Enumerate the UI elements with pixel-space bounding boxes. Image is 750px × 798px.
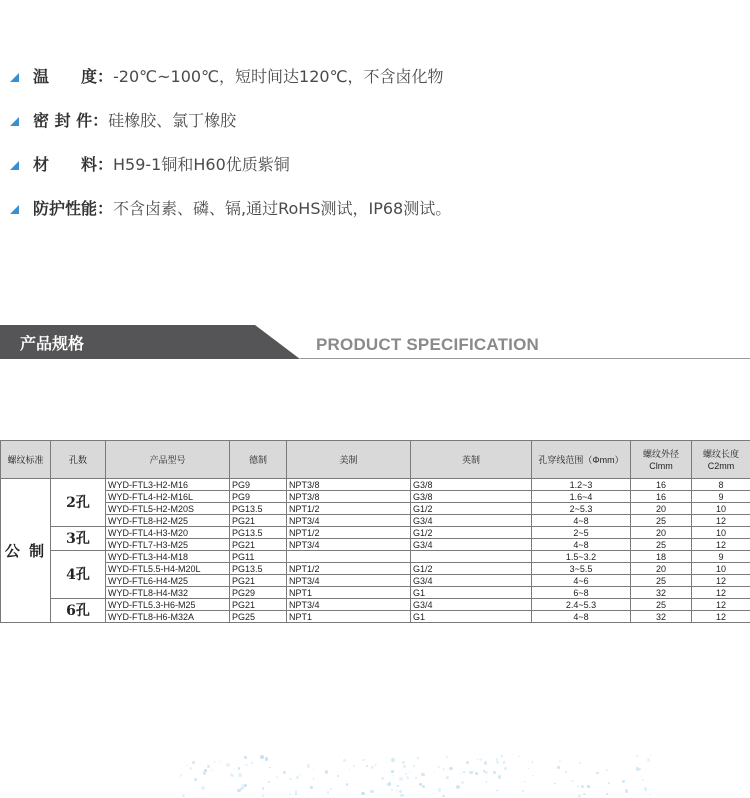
british-cell: G1 — [411, 611, 532, 623]
range-cell: 2~5.3 — [532, 503, 631, 515]
model-cell: WYD-FTL4-H2-M16L — [106, 491, 230, 503]
outer-cell: 16 — [631, 479, 692, 491]
german-cell: PG9 — [230, 491, 287, 503]
table-row — [1, 551, 750, 563]
banner-divider — [300, 358, 750, 359]
german-cell: PG11 — [230, 551, 287, 563]
range-cell: 1.2~3 — [532, 479, 631, 491]
american-cell: NPT3/4 — [287, 599, 411, 611]
table-row — [1, 479, 750, 491]
property-material — [10, 151, 290, 175]
outer-cell: 18 — [631, 551, 692, 563]
german-cell: PG13.5 — [230, 503, 287, 515]
length-cell: 10 — [692, 563, 750, 575]
property-label: 温 度： — [33, 64, 113, 87]
american-cell: NPT1/2 — [287, 563, 411, 575]
outer-cell: 25 — [631, 599, 692, 611]
range-cell: 3~5.5 — [532, 563, 631, 575]
outer-cell: 32 — [631, 611, 692, 623]
german-cell: PG21 — [230, 599, 287, 611]
british-cell: G3/8 — [411, 479, 532, 491]
range-cell: 4~8 — [532, 611, 631, 623]
german-cell: PG21 — [230, 539, 287, 551]
outer-cell: 20 — [631, 527, 692, 539]
header-holes: 孔数 — [51, 441, 106, 479]
british-cell: G1 — [411, 587, 532, 599]
triangle-bullet-icon — [10, 161, 19, 170]
triangle-bullet-icon — [10, 73, 19, 82]
outer-cell: 20 — [631, 563, 692, 575]
outer-cell: 25 — [631, 575, 692, 587]
range-cell: 6~8 — [532, 587, 631, 599]
header-american: 美制 — [287, 441, 411, 479]
property-value: -20℃~100℃，短时间达120℃，不含卤化物 — [113, 64, 444, 87]
british-cell: G3/4 — [411, 539, 532, 551]
german-cell: PG13.5 — [230, 563, 287, 575]
triangle-bullet-icon — [10, 117, 19, 126]
header-model: 产品型号 — [106, 441, 230, 479]
length-cell: 12 — [692, 611, 750, 623]
property-seal — [10, 107, 236, 131]
model-cell: WYD-FTL3-H2-M16 — [106, 479, 230, 491]
german-cell: PG9 — [230, 479, 287, 491]
outer-cell: 25 — [631, 515, 692, 527]
header-range: 孔穿线范围（Φmm） — [532, 441, 631, 479]
model-cell: WYD-FTL6-H4-M25 — [106, 575, 230, 587]
model-cell: WYD-FTL5.5-H4-M20L — [106, 563, 230, 575]
length-cell: 9 — [692, 491, 750, 503]
range-cell: 4~8 — [532, 539, 631, 551]
american-cell: NPT1 — [287, 587, 411, 599]
property-protection — [10, 195, 451, 219]
american-cell — [287, 551, 411, 563]
property-temperature — [10, 63, 444, 87]
length-cell: 12 — [692, 575, 750, 587]
holes-cell: 4孔 — [51, 551, 106, 599]
property-value: 不含卤素、磷、镉,通过RoHS测试，IP68测试。 — [113, 196, 451, 219]
german-cell: PG29 — [230, 587, 287, 599]
table-row — [1, 503, 750, 515]
american-cell: NPT3/4 — [287, 575, 411, 587]
table-header-row — [1, 441, 750, 479]
length-cell: 10 — [692, 527, 750, 539]
german-cell: PG21 — [230, 515, 287, 527]
banner-cn-title: 产品规格 — [20, 331, 84, 354]
table-row — [1, 587, 750, 599]
banner-en-title: PRODUCT SPECIFICATION — [316, 335, 539, 355]
range-cell: 2~5 — [532, 527, 631, 539]
american-cell: NPT3/4 — [287, 539, 411, 551]
length-cell: 12 — [692, 515, 750, 527]
property-label: 密 封 件： — [33, 108, 108, 131]
british-cell — [411, 551, 532, 563]
table-row — [1, 515, 750, 527]
outer-cell: 25 — [631, 539, 692, 551]
german-cell: PG25 — [230, 611, 287, 623]
specification-table — [0, 440, 750, 623]
table-row — [1, 563, 750, 575]
holes-cell: 2孔 — [51, 479, 106, 527]
model-cell: WYD-FTL8-H6-M32A — [106, 611, 230, 623]
british-cell: G3/4 — [411, 575, 532, 587]
property-value: 硅橡胶、氯丁橡胶 — [108, 108, 236, 131]
range-cell: 4~8 — [532, 515, 631, 527]
holes-cell: 3孔 — [51, 527, 106, 551]
header-outer: 螺纹外径 Clmm — [631, 441, 692, 479]
model-cell: WYD-FTL3-H4-M18 — [106, 551, 230, 563]
british-cell: G3/4 — [411, 599, 532, 611]
table-row — [1, 527, 750, 539]
model-cell: WYD-FTL7-H3-M25 — [106, 539, 230, 551]
length-cell: 10 — [692, 503, 750, 515]
american-cell: NPT1/2 — [287, 503, 411, 515]
german-cell: PG13.5 — [230, 527, 287, 539]
table-row — [1, 575, 750, 587]
range-cell: 4~6 — [532, 575, 631, 587]
outer-cell: 16 — [631, 491, 692, 503]
british-cell: G1/2 — [411, 563, 532, 575]
outer-cell: 32 — [631, 587, 692, 599]
property-value: H59-1铜和H60优质紫铜 — [113, 152, 290, 175]
model-cell: WYD-FTL8-H2-M25 — [106, 515, 230, 527]
header-german: 德制 — [230, 441, 287, 479]
header-length: 螺纹长度 C2mm — [692, 441, 750, 479]
header-standard: 螺纹标准 — [1, 441, 51, 479]
model-cell: WYD-FTL5-H2-M20S — [106, 503, 230, 515]
american-cell: NPT1/2 — [287, 527, 411, 539]
american-cell: NPT1 — [287, 611, 411, 623]
property-label: 材 料： — [33, 152, 113, 175]
section-banner — [0, 325, 750, 365]
header-british: 英制 — [411, 441, 532, 479]
british-cell: G3/4 — [411, 515, 532, 527]
british-cell: G1/2 — [411, 527, 532, 539]
model-cell: WYD-FTL5.3-H6-M25 — [106, 599, 230, 611]
holes-cell: 6孔 — [51, 599, 106, 623]
american-cell: NPT3/8 — [287, 479, 411, 491]
british-cell: G3/8 — [411, 491, 532, 503]
american-cell: NPT3/8 — [287, 491, 411, 503]
outer-cell: 20 — [631, 503, 692, 515]
model-cell: WYD-FTL8-H4-M32 — [106, 587, 230, 599]
american-cell: NPT3/4 — [287, 515, 411, 527]
table-row — [1, 491, 750, 503]
length-cell: 12 — [692, 587, 750, 599]
table-row — [1, 539, 750, 551]
standard-cell: 公 制 — [1, 479, 51, 623]
range-cell: 1.6~4 — [532, 491, 631, 503]
range-cell: 1.5~3.2 — [532, 551, 631, 563]
model-cell: WYD-FTL4-H3-M20 — [106, 527, 230, 539]
range-cell: 2.4~5.3 — [532, 599, 631, 611]
triangle-bullet-icon — [10, 205, 19, 214]
length-cell: 9 — [692, 551, 750, 563]
german-cell: PG21 — [230, 575, 287, 587]
british-cell: G1/2 — [411, 503, 532, 515]
table-row — [1, 599, 750, 611]
table-row — [1, 611, 750, 623]
property-label: 防护性能： — [33, 196, 113, 219]
length-cell: 12 — [692, 539, 750, 551]
decorative-frost — [180, 735, 660, 795]
length-cell: 8 — [692, 479, 750, 491]
length-cell: 12 — [692, 599, 750, 611]
